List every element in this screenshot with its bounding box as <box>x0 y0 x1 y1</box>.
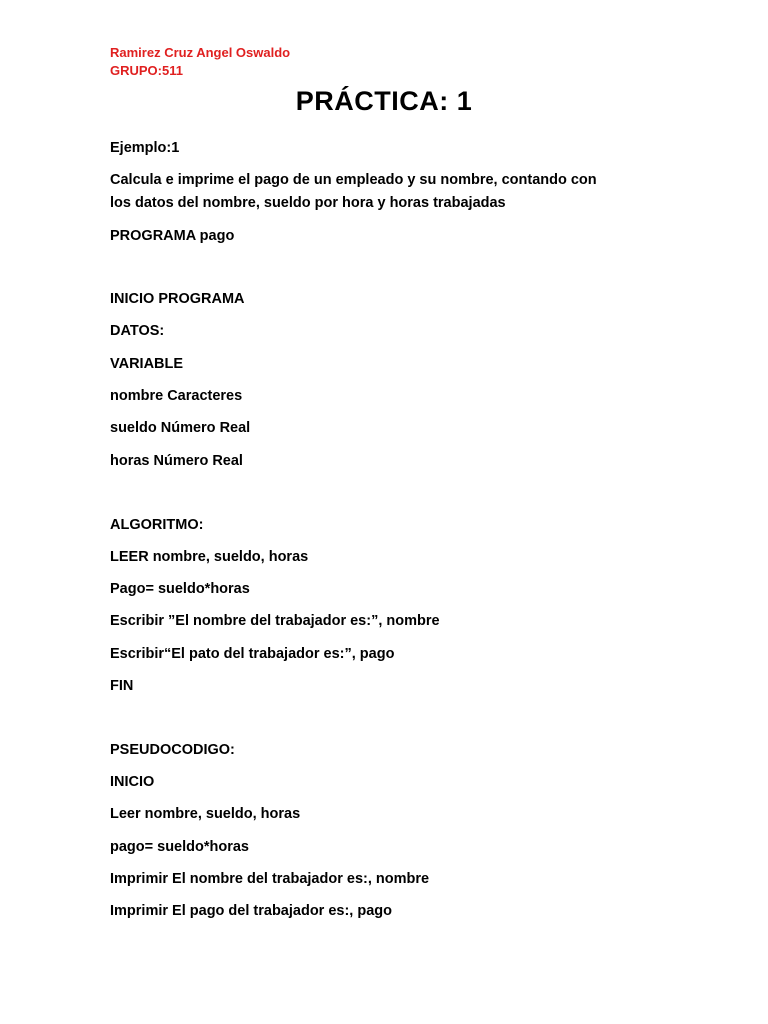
algorithm-write-name: Escribir ”El nombre del trabajador es:”, nombre <box>110 613 440 629</box>
pseudocode-pago: pago= sueldo*horas <box>110 839 249 855</box>
variable-nombre: nombre Caracteres <box>110 388 243 404</box>
variable-heading: VARIABLE <box>110 356 184 372</box>
variable-horas: horas Número Real <box>110 453 243 469</box>
program-name: PROGRAMA pago <box>110 228 235 244</box>
pseudocode-heading: PSEUDOCODIGO: <box>110 742 235 758</box>
example-label: Ejemplo:1 <box>110 140 180 156</box>
variable-sueldo: sueldo Número Real <box>110 420 251 436</box>
data-heading: DATOS: <box>110 323 165 339</box>
start-program: INICIO PROGRAMA <box>110 291 245 307</box>
pseudocode-read: Leer nombre, sueldo, horas <box>110 806 301 822</box>
algorithm-end: FIN <box>110 678 134 694</box>
algorithm-read: LEER nombre, sueldo, horas <box>110 549 309 565</box>
pseudocode-print-name: Imprimir El nombre del trabajador es:, nombre <box>110 871 430 887</box>
algorithm-heading: ALGORITMO: <box>110 517 204 533</box>
pseudocode-print-pay: Imprimir El pago del trabajador es:, pago <box>110 903 392 919</box>
algorithm-pago: Pago= sueldo*horas <box>110 581 250 597</box>
group-label: GRUPO:511 <box>110 63 183 78</box>
algorithm-write-pay: Escribir“El pato del trabajador es:”, pago <box>110 646 395 662</box>
pseudocode-start: INICIO <box>110 774 155 790</box>
page-title: PRÁCTICA: 1 <box>295 86 473 116</box>
description-line-1: Calcula e imprime el pago de un empleado y su nombre, contando con <box>110 172 597 188</box>
author-name: Ramirez Cruz Angel Oswaldo <box>110 45 291 60</box>
description-line-2: los datos del nombre, sueldo por hora y horas trabajadas <box>110 195 506 211</box>
